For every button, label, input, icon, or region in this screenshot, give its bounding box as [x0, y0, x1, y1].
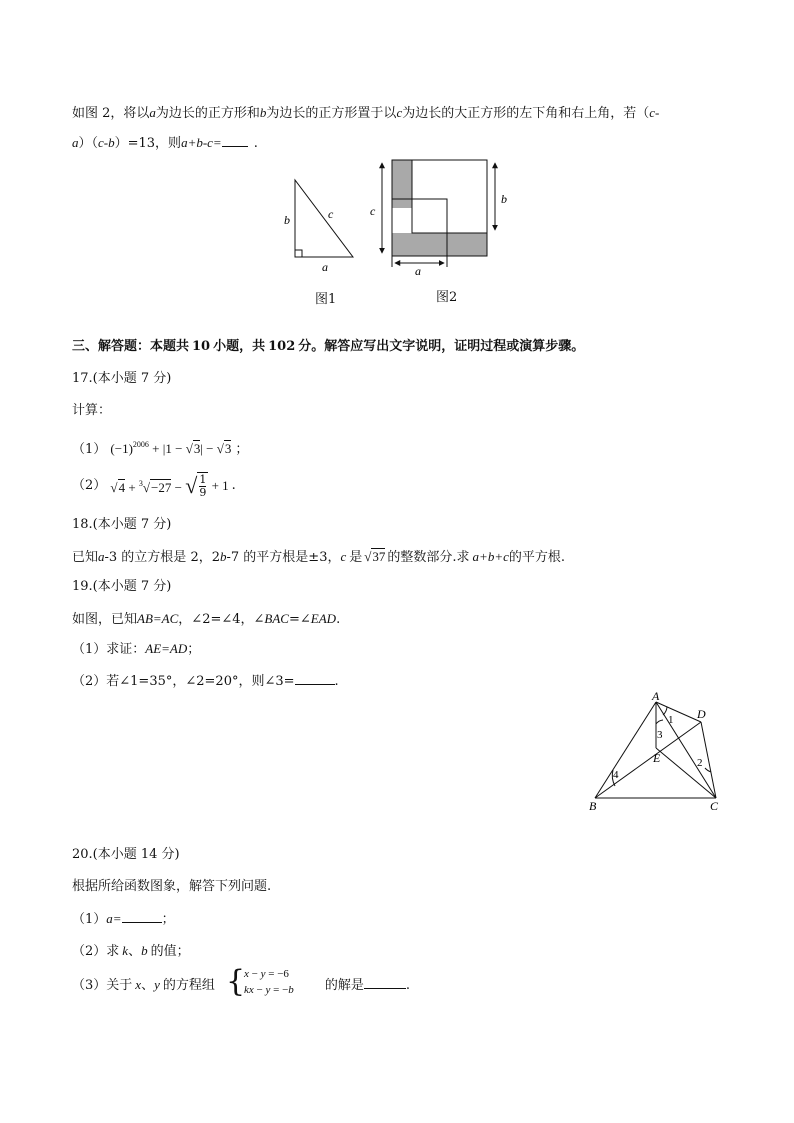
q20-intro: 根据所给函数图象，解答下列问题. [72, 879, 272, 894]
answer-blank [122, 910, 162, 923]
q19-label-E: E [653, 751, 661, 765]
q19-part1: （1）求证：AE=AD； [72, 641, 201, 657]
equation-system [244, 966, 294, 998]
figure-2-squares [365, 155, 520, 280]
fig2-label-c: c [370, 204, 376, 218]
fig1-label-a: a [322, 260, 328, 274]
section-3-heading: 三、解答题：本题共 10 小题，共 102 分。解答应写出文字说明，证明过程或演算步骤。 [72, 339, 585, 354]
q19-given: 如图，已知AB=AC，∠2=∠4，∠BAC=∠EAD. [72, 611, 341, 627]
fig1-label-c: c [328, 207, 334, 221]
q19-angle-1: 1 [668, 714, 674, 726]
q19-part2: （2）若∠1=35°，∠2=20°，则∠3= . [72, 674, 339, 689]
fig2-label-b: b [501, 192, 507, 206]
q17-expression-1: $(-1)^{2006} + |1 - √3| - √3$ [110, 440, 232, 456]
q19-angle-3: 3 [657, 729, 663, 741]
q19-label-D: D [697, 707, 706, 721]
figure-1-right-triangle [280, 172, 370, 276]
q19-angle-4: 4 [613, 769, 619, 781]
q17-part1: （1） $(-1)^{2006} + |1 - √3| - √3$ ； [72, 440, 249, 457]
q20-part2: （2）求 k、b 的值； [72, 943, 190, 959]
answer-blank [222, 134, 248, 147]
answer-blank [364, 976, 406, 989]
figure-2-caption: 图2 [436, 290, 458, 305]
q18-title: 18.(本小题 7 分) [72, 517, 172, 532]
answer-blank [295, 672, 335, 685]
q17-title: 17.(本小题 7 分) [72, 371, 172, 386]
q20-title: 20.(本小题 14 分) [72, 847, 180, 862]
q20-part1: （1）a= ； [72, 911, 175, 927]
equation-2: kx − y = −b [244, 984, 294, 996]
figure-1-caption: 图1 [315, 292, 337, 307]
q16-line2: a）（c-b）=13，则a+b-c= . [72, 135, 258, 151]
q19-label-A: A [652, 690, 660, 703]
q19-geometry-figure [583, 690, 733, 816]
q17-part2: （2） √4 + $^3$√−27 − √ $\frac{1}{9}$ + 1 . [72, 473, 236, 499]
q19-title: 19.(本小题 7 分) [72, 579, 172, 594]
fig2-label-a: a [415, 264, 421, 278]
q16-line1: 如图 2，将以a为边长的正方形和b为边长的正方形置于以c为边长的大正方形的左下角和右上角，若（c- [72, 105, 660, 121]
system-brace: { [226, 964, 246, 999]
q19-label-B: B [589, 799, 597, 813]
sqrt-37: √37 [364, 549, 386, 564]
q20-part3: （3）关于 x、y 的方程组 的解是 . [72, 977, 411, 993]
q19-label-C: C [710, 799, 719, 813]
fig1-label-b: b [284, 213, 290, 227]
q17-instruction: 计算： [72, 403, 112, 418]
equation-1: x − y = −6 [244, 968, 289, 980]
q19-angle-2: 2 [697, 757, 703, 769]
q17-expression-2: √4 + $^3$√−27 − [110, 479, 186, 495]
q18-body: 已知a-3 的立方根是 2，2b-7 的平方根是±3，c 是 √37 的整数部分.求 a+b+c的平方根. [72, 549, 566, 565]
